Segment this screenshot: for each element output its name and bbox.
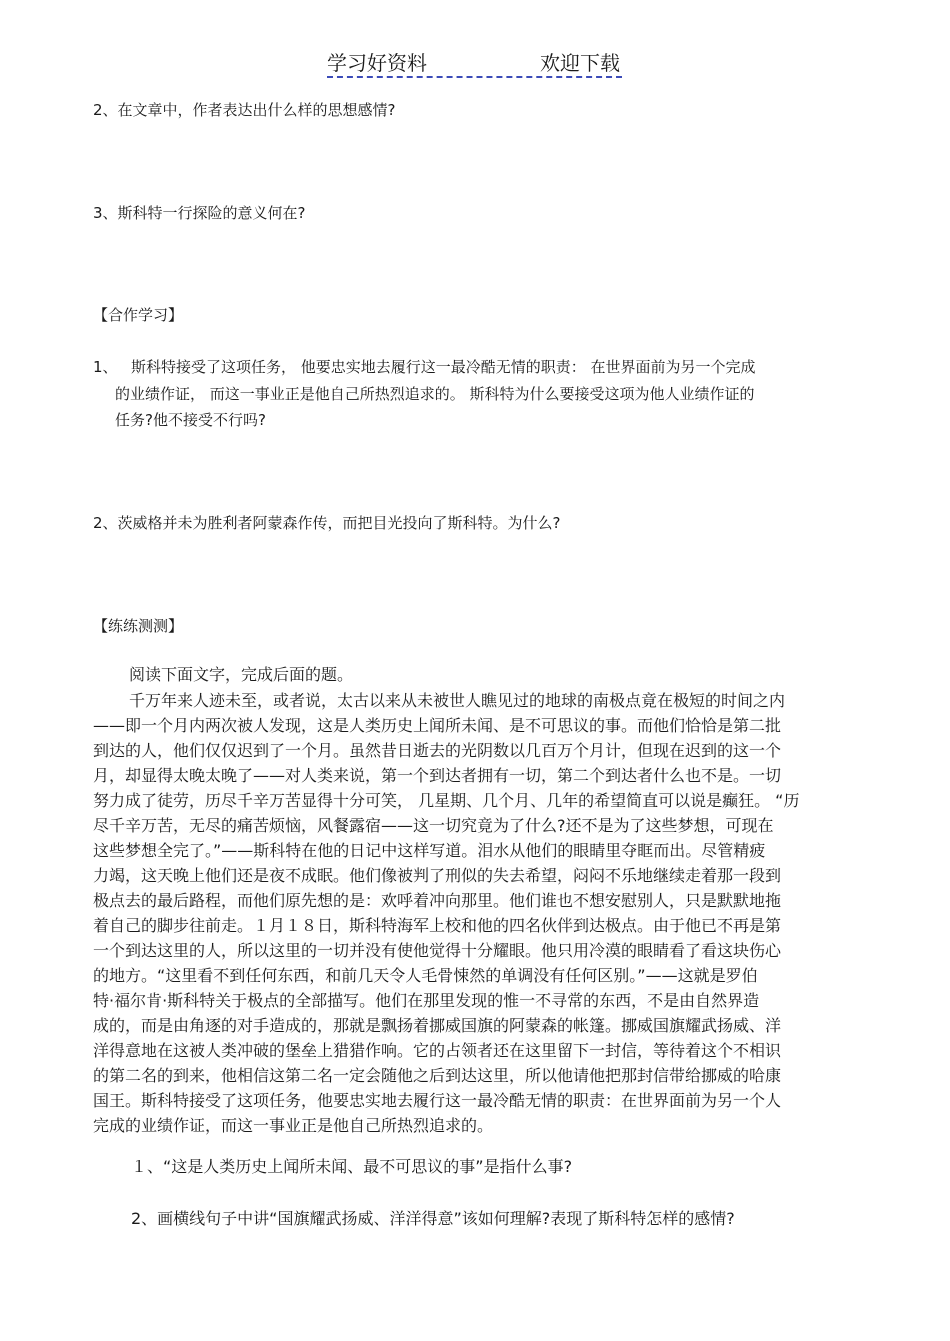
section-title-practice: 【练练测测】 [93, 617, 184, 635]
question-3-meaning: 3、斯科特一行探险的意义何在? [93, 204, 306, 222]
passage-line: 着自己的脚步往前走。１月１８日，斯科特海军上校和他的四名伙伴到达极点。由于他已不再是第 [93, 916, 782, 935]
coop-q1-line-3: 任务?他不接受不行吗? [115, 411, 266, 429]
practice-q2: 2、画横线句子中讲“国旗耀武扬威、洋洋得意”该如何理解?表现了斯科特怎样的感情? [131, 1209, 735, 1228]
passage-line: 洋得意地在这被人类冲破的堡垒上猎猎作响。它的占领者还在这里留下一封信，等待着这个不相识 [93, 1041, 782, 1060]
passage-line: 极点去的最后路程，而他们原先想的是：欢呼着冲向那里。他们谁也不想安慰别人，只是默默地拖 [93, 891, 782, 910]
passage-line: 的第二名的到来，他相信这第二名一定会随他之后到达这里，所以他请他把那封信带给挪威的哈康 [93, 1066, 782, 1085]
header-left-text: 学习好资料 [327, 51, 427, 75]
passage-line: 千万年来人迹未至，或者说，太古以来从未被世人瞧见过的地球的南极点竟在极短的时间之内 [129, 691, 786, 710]
coop-q2: 2、茨威格并未为胜利者阿蒙森作传，而把目光投向了斯科特。为什么? [93, 514, 561, 532]
passage-line: 成的，而是由角逐的对手造成的，那就是飘扬着挪威国旗的阿蒙森的帐篷。挪威国旗耀武扬威、洋 [93, 1016, 782, 1035]
practice-q1: １、“这是人类历史上闻所未闻、最不可思议的事”是指什么事? [131, 1157, 573, 1176]
coop-q1-line-2: 的业绩作证， 而这一事业正是他自己所热烈追求的。 斯科特为什么要接受这项为他人业绩作证的 [115, 385, 755, 403]
question-2-feelings: 2、在文章中，作者表达出什么样的思想感情? [93, 101, 396, 119]
passage-line: 一个到达这里的人，所以这里的一切并没有使他觉得十分耀眼。他只用冷漠的眼睛看了看这块伤心 [93, 941, 782, 960]
passage-line: 这些梦想全完了。”——斯科特在他的日记中这样写道。泪水从他们的眼睛里夺眶而出。尽管精疲 [93, 841, 766, 860]
passage-line: 完成的业绩作证，而这一事业正是他自己所热烈追求的。 [93, 1116, 494, 1135]
passage-line: 努力成了徒劳，历尽千辛万苦显得十分可笑， 几星期、几个月、几年的希望简直可以说是癫狂。 “历 [93, 791, 800, 810]
passage-line: 的地方。“这里看不到任何东西，和前几天令人毛骨悚然的单调没有任何区别。”——这就是罗伯 [93, 966, 758, 985]
passage-line: 国王。斯科特接受了这项任务，他要忠实地去履行这一最冷酷无情的职责：在世界面前为另一个人 [93, 1091, 782, 1110]
coop-q1-line-1: 斯科特接受了这项任务， 他要忠实地去履行这一最冷酷无情的职责： 在世界面前为另一个完成 [131, 358, 756, 376]
passage-line: 到达的人，他们仅仅迟到了一个月。虽然昔日逝去的光阴数以几百万个月计，但现在迟到的这一个 [93, 741, 782, 760]
passage-line: 特·福尔肯·斯科特关于极点的全部描写。他们在那里发现的惟一不寻常的东西，不是由自然界造 [93, 991, 760, 1010]
coop-q1-number: 1、 [93, 358, 118, 376]
passage-line: ——即一个月内两次被人发现，这是人类历史上闻所未闻、是不可思议的事。而他们恰恰是第二批 [93, 716, 782, 735]
passage-line: 月，却显得太晚太晚了——对人类来说，第一个到达者拥有一切，第二个到达者什么也不是。一切 [93, 766, 782, 785]
header-right-text: 欢迎下载 [540, 51, 620, 75]
page-header [327, 44, 622, 78]
passage-line: 力竭，这天晚上他们还是夜不成眠。他们像被判了刑似的失去希望，闷闷不乐地继续走着那一段到 [93, 866, 782, 885]
reading-passage [93, 688, 868, 1138]
practice-intro: 阅读下面文字，完成后面的题。 [129, 665, 354, 684]
passage-line: 尽千辛万苦，无尽的痛苦烦恼，风餐露宿——这一切究竟为了什么?还不是为了这些梦想，可现在 [93, 816, 774, 835]
section-title-cooperative: 【合作学习】 [93, 306, 184, 324]
